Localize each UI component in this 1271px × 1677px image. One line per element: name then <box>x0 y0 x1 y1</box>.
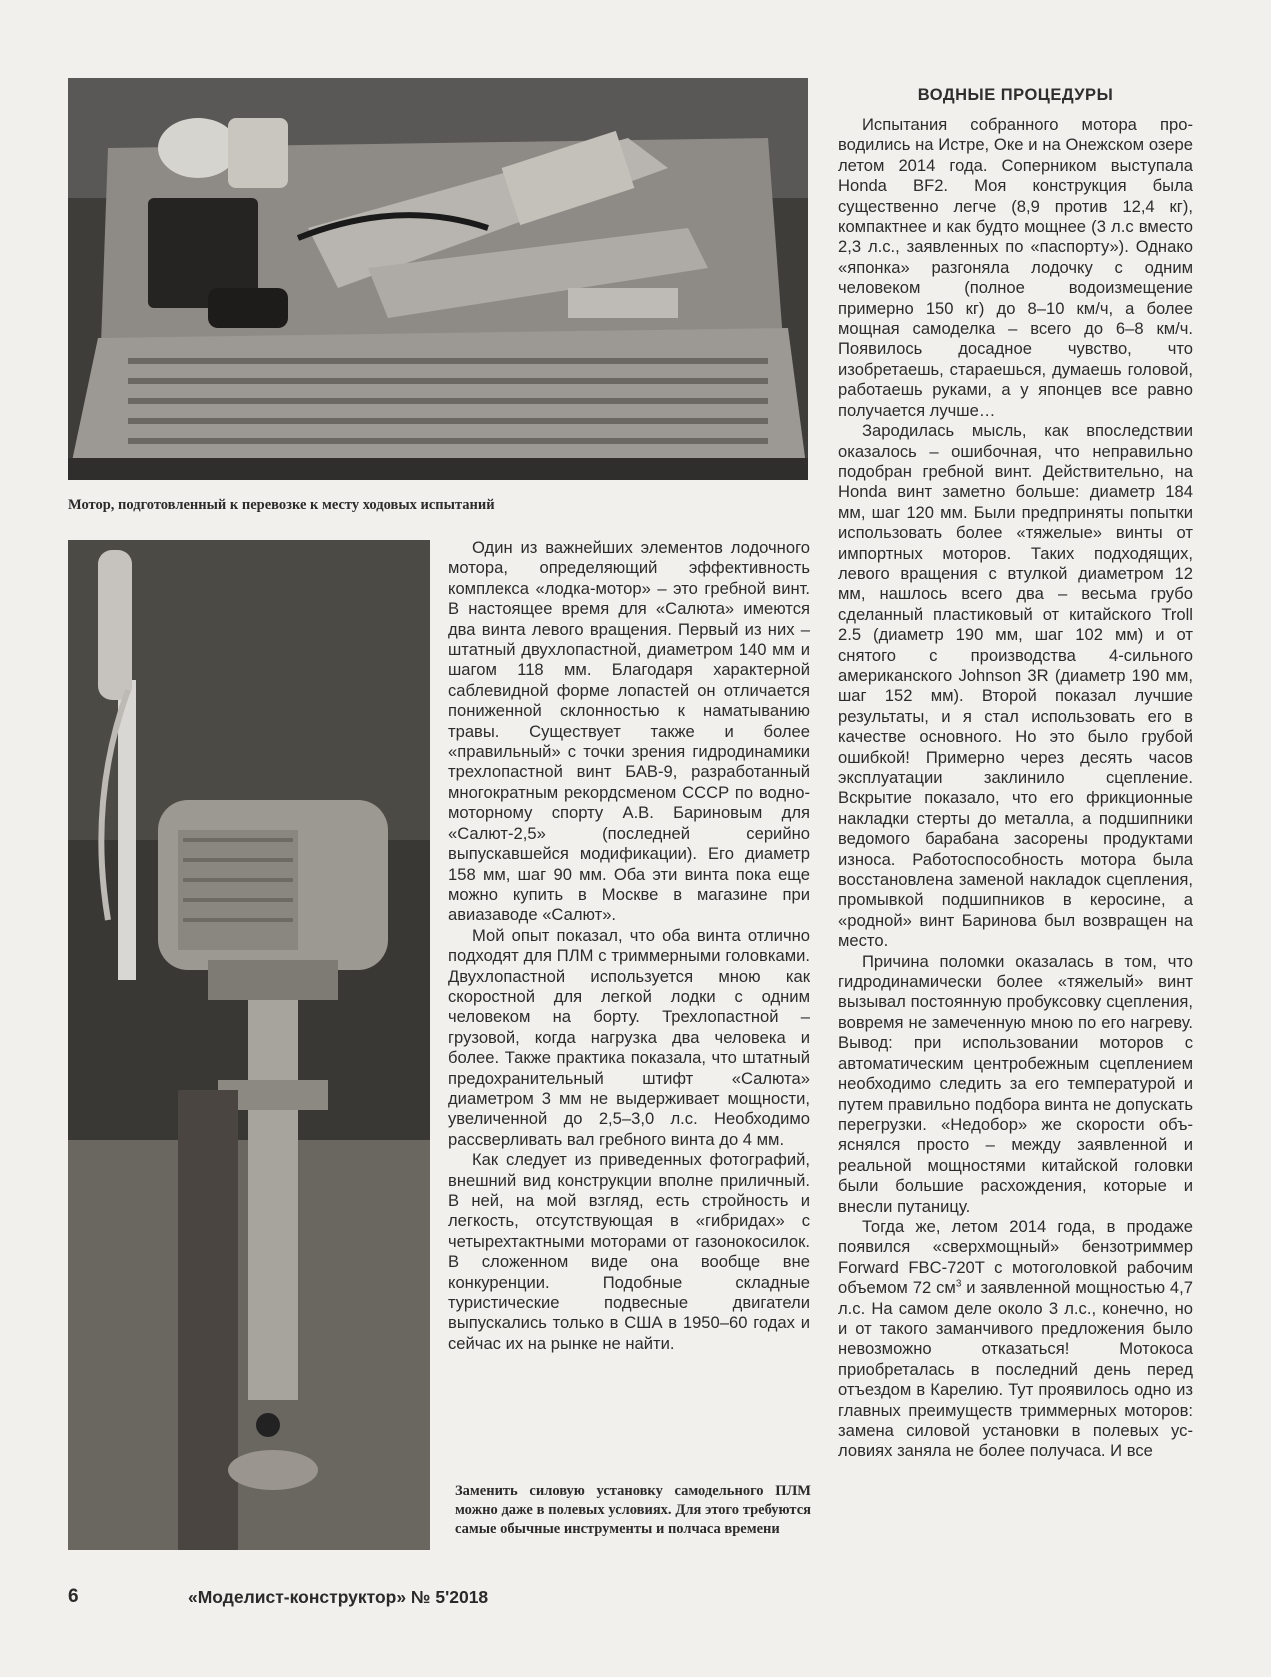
middle-column <box>448 538 810 1354</box>
page-number: 6 <box>68 1586 79 1607</box>
paragraph: Мой опыт показал, что оба винта отлично подходят для ПЛМ с триммерными головками. Двухлопастной используется мною как скоростной для легкой лодки с одним человеком на борту. Трехлопастной – грузовой, когда нагрузка два человека и более. Также практика показала, что штатный предохранительный штифт «Салюта» диаметром 3 мм не выдерживает мощности, увеличенной до 2,5–3,0 л.с. Необходимо рассверливать вал гребного винта до 4 мм. <box>448 925 810 1149</box>
caption-bottom: Заменить силовую установку самодельного ПЛМ можно даже в полевых условиях. Для этого требуются самые обычные инструменты и полчаса времени <box>455 1483 811 1537</box>
journal-name: «Моделист-конструктор» № 5'2018 <box>188 1587 489 1607</box>
paragraph-text: и заявленной мощностью 4,7 л.с. На самом деле около 3 л.с., конечно, но и от такого заманчивого предложения было невозможно отказаться! Мотокоса приобреталась в последний день перед отъездом в Карелию. Тут проявилось одно из главных преимуществ триммерных моторов: замена силовой установки в полевых условиях заняла не более получаса. И все <box>838 1278 1193 1461</box>
section-title: ВОДНЫЕ ПРОЦЕДУРЫ <box>917 86 1114 104</box>
paragraph-text: Тогда же, летом 2014 года, в продаже появился «сверхмощный» бензотриммер Forward FBC-720T с мотоголовкой рабочим объемом 72 см <box>838 1216 1193 1298</box>
right-column <box>838 115 1193 1462</box>
paragraph: Один из важнейших элементов лодочного мотора, определяющий эффективность комплекса «лодка-мотор» – это гребной винт. В настоящее время для «Салюта» имеются два винта левого вращения. Первый из них – штатный двухлопастной, диаметром 140 мм и шагом 118 мм. Благодаря характерной саблевидной форме лопастей он отличается пониженной склонностью к наматыванию травы. Существует также и более «правильный» с точки зрения гидродинамики трехлопастной винт БАВ-9, разработанный многократным рекордсменом СССР по водно-моторному спорту А.В. Бариновым для «Салют-2,5» (последней серийно выпускавшейся модификации). Его диаметр 158 мм, шаг 90 мм. Оба эти винта пока еще можно купить в Москве в магазине при авиазаводе «Салют». <box>448 538 810 925</box>
superscript: 3 <box>955 1278 962 1290</box>
photo-motor-in-crate <box>68 78 808 480</box>
paragraph: Причина поломки оказалась в том, что гидродинамически более «тяжелый» винт вызывал постоянную пробуксовку сцепления, вовремя не замеченную мною по его нагреву. Вывод: при использовании моторов с автоматическим центробежным сцеплением необходимо следить за его температурой и путем правильно подбора винта не допускать перегрузки. «Недобор» же скорости объяснялся просто – между заявленной и реальной мощностями китайской головки были большие расхождения, которые и внесли путаницу. <box>838 951 1193 1216</box>
paragraph: Испытания собранного мотора проводились на Истре, Оке и на Онежском озере летом 2014 года. Соперником выступала Honda BF2. Моя конструкция была существенно легче (8,9 против 12,4 кг), компактнее и как будто мощнее (3 л.с вместо 2,3 л.с., заявленных по «паспорту»). Однако «японка» разгоняла лодочку с одним человеком (полное водоизмещение примерно 150 кг) до 8–10 км/ч, а более мощная самоделка – всего до 6–8 км/ч. Появилось досадное чувство, что изобретаешь, стараешься, думаешь головой, работаешь руками, а у японцев все равно получается лучше… <box>838 115 1193 420</box>
paragraph: Зародилась мысль, как впоследствии оказалось – ошибочная, что неправильно подобран гребной винт. Действительно, на Honda винт заметно больше: диаметр 184 мм, шаг 120 мм. Были предприняты попытки использовать более «тяжелые» винты от импортных моторов. Таких подходящих, левого вращения с втулкой диаметром 12 мм, нашлось всего два – весьма грубо сделанный пластиковый от китайского Troll 2.5 (диаметр 190 мм, шаг 102 мм) и от снятого с производства 4-сильного американского Johnson 3R (диаметр 190 мм, шаг 152 мм). Второй показал лучшие результаты, и я стал использовать его в качестве основного. Но это было грубой ошибкой! Примерно через десять часов эксплуатации заклинило сцепление. Вскрытие показало, что его фрикционные накладки стерты до металла, а подшипники ведомого барабана засорены продуктами износа. Работоспособность мотора была восстановлена заменой накладок сцепления, промывкой подшипников в керосине, а «родной» винт Баринова был возвращен на место. <box>838 421 1193 951</box>
caption-top: Мотор, подготовленный к перевозке к месту ходовых испытаний <box>68 497 495 513</box>
photo-motor-on-stand <box>68 540 430 1550</box>
paragraph: Как следует из приведенных фотографий, внешний вид конструкции вполне приличный. В ней, на мой взгляд, есть стройность и легкость, отсутствующая в «гибридах» с четырехтактными моторами от газонокосилок. В сложенном виде она вообще вне конкуренции. Подобные складные туристические подвесные двигатели выпускались только в США в 1950–60 годах и сейчас их на рынке не найти. <box>448 1150 810 1353</box>
paragraph <box>838 1217 1193 1462</box>
